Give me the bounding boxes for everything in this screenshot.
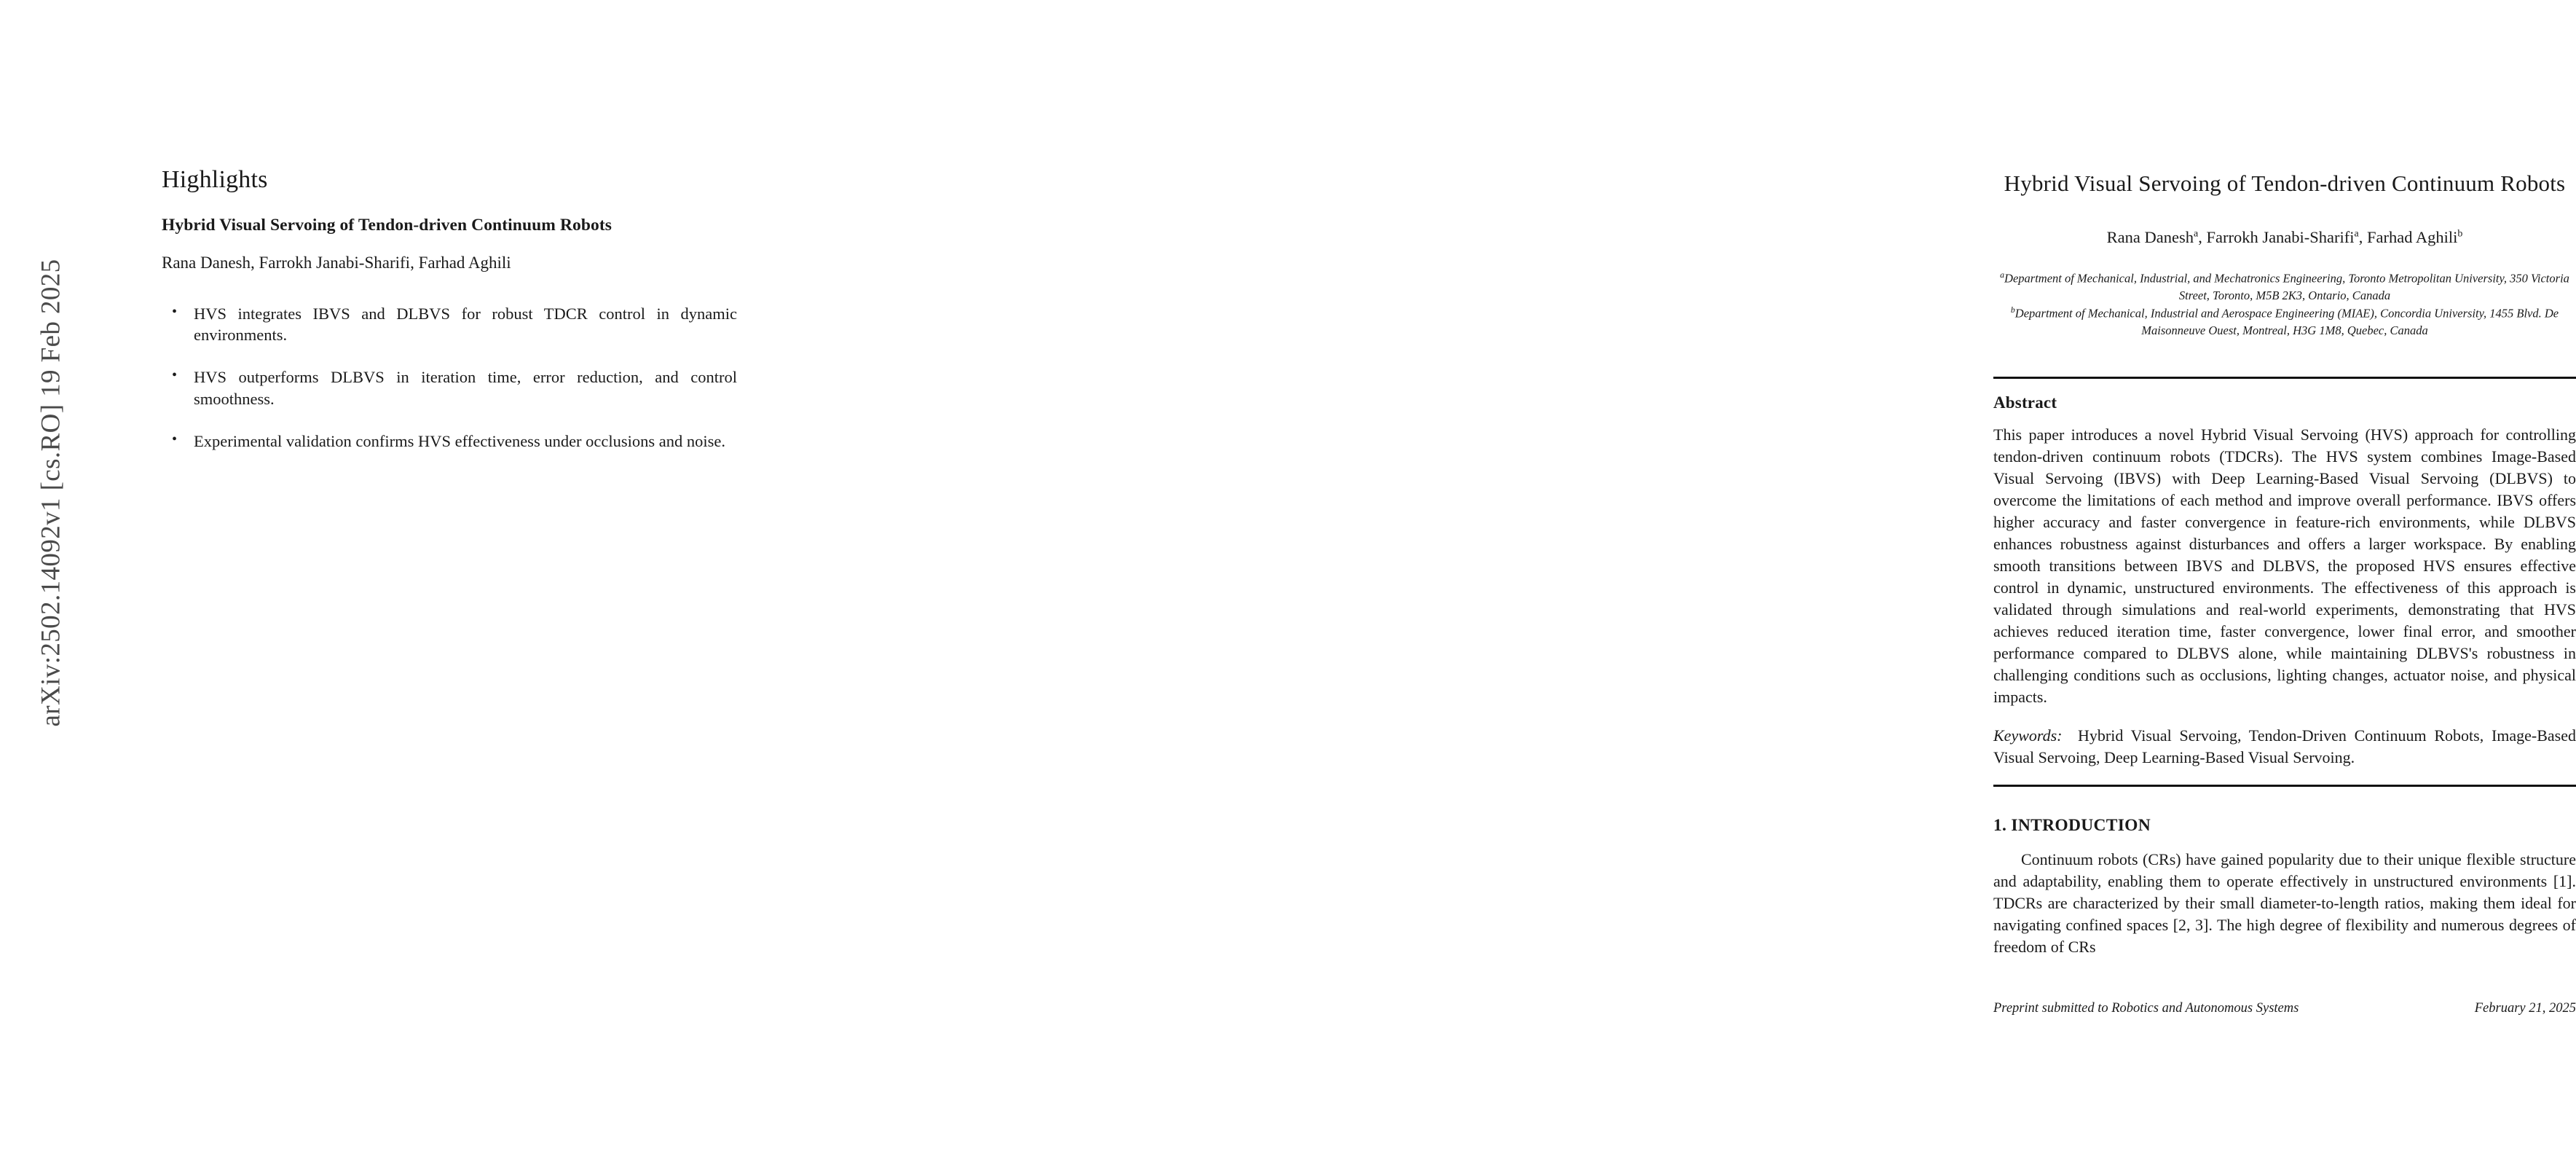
author-name: Farhad Aghili — [2366, 228, 2458, 247]
author-affiliation-mark: a — [2354, 228, 2359, 240]
introduction-paragraph: Continuum robots (CRs) have gained popularity due to their unique flexible structure and adaptability, enabling them to operate effectively in unstructured environments [1]. TDCRs are characterized by their small diameter-to-length ratios, making them ideal for navigating confined spaces [2, 3]. The high degree of flexibility and numerous degrees of freedom of CRs — [1993, 849, 2576, 956]
author-affiliation-mark: a — [2194, 228, 2199, 240]
author-separator: , — [2358, 228, 2367, 247]
keywords-label: Keywords: — [1993, 726, 2063, 745]
page-footer — [1993, 1001, 2576, 1016]
arxiv-identifier-text: arXiv:2502.14092v1 [cs.RO] 19 Feb 2025 — [36, 259, 66, 727]
list-item-label: HVS integrates IBVS and DLBVS for robust TDCR control in dynamic environments. — [194, 304, 737, 345]
abstract-top-divider — [1993, 377, 2576, 379]
author-name: Rana Danesh — [2106, 228, 2194, 247]
footer-date: February 21, 2025 — [2474, 1001, 2576, 1016]
keywords-block — [1993, 725, 2576, 769]
highlights-paper-title: Hybrid Visual Servoing of Tendon-driven Continuum Robots — [162, 216, 613, 235]
list-item-label: HVS outperforms DLBVS in iteration time, error reduction, and control smoothness. — [194, 368, 737, 409]
affiliation-mark: b — [2010, 304, 2015, 315]
affiliation-item — [1993, 304, 2576, 339]
abstract-text: This paper introduces a novel Hybrid Visual Servoing (HVS) approach for controlling tendon-driven continuum robots (TDCRs). The HVS system combines Image-Based Visual Servoing (IBVS) with Deep Learning-Based Visual Servoing (DLBVS) to overcome the limitations of each method and improve overall performance. IBVS offers higher accuracy and faster convergence in feature-rich environments, while DLBVS enhances robustness against disturbances and offers a larger workspace. By enabling smooth transitions between IBVS and DLBVS, the proposed HVS ensures effective control in dynamic, unstructured environments. The effectiveness of this approach is validated through simulations and real-world experiments, demonstrating that HVS achieves reduced iteration time, faster convergence, lower final error, and smoother performance compared to DLBVS alone, while maintaining DLBVS's robustness in challenging conditions such as occlusions, lighting changes, actuator noise, and physical impacts. — [1993, 425, 2576, 707]
highlights-page — [73, 0, 940, 1154]
highlights-bullet-list — [162, 303, 737, 453]
affiliation-item — [1993, 269, 2576, 304]
page-title: Hybrid Visual Servoing of Tendon-driven Continuum Robots — [2004, 170, 2566, 196]
affiliation-text: Department of Mechanical, Industrial and Aerospace Engineering (MIAE), Concordia University, 1455 Blvd. De Maisonneuve Ouest, Montreal, H3G 1M8, Quebec, Canada — [2014, 306, 2559, 337]
affiliation-mark: a — [2000, 269, 2005, 280]
list-item-label: Experimental validation confirms HVS effectiveness under occlusions and noise. — [194, 432, 726, 451]
author-affiliation-mark: b — [2457, 228, 2463, 240]
author-entry — [2107, 228, 2207, 246]
section-heading-introduction: 1. INTRODUCTION — [1993, 815, 2151, 835]
keywords-text: Hybrid Visual Servoing, Tendon-Driven Continuum Robots, Image-Based Visual Servoing, Deep Learning-Based Visual Servoing. — [1993, 726, 2576, 766]
author-entry — [2367, 228, 2462, 246]
highlights-content — [162, 166, 737, 473]
abstract-bottom-divider — [1993, 785, 2576, 787]
author-separator: , — [2198, 228, 2207, 247]
article-front-matter — [1993, 0, 2576, 958]
author-name: Farrokh Janabi-Sharifi — [2206, 228, 2355, 247]
list-item — [162, 366, 737, 410]
article-page — [940, 0, 2576, 1154]
list-item — [162, 303, 737, 347]
highlights-heading: Highlights — [162, 166, 268, 193]
affiliation-list — [1993, 269, 2576, 339]
footer-preprint-note: Preprint submitted to Robotics and Autonomous Systems — [1993, 1001, 2299, 1016]
bullet-icon: • — [172, 303, 178, 320]
affiliation-text: Department of Mechanical, Industrial, and Mechatronics Engineering, Toronto Metropolitan University, 350 Victoria Street, Toronto, M5B 2K3, Ontario, Canada — [2004, 271, 2569, 302]
list-item — [162, 431, 737, 452]
author-list — [1993, 227, 2576, 248]
author-entry — [2206, 228, 2367, 246]
abstract-heading: Abstract — [1993, 393, 2057, 412]
bullet-icon: • — [172, 367, 178, 384]
highlights-authors: Rana Danesh, Farrokh Janabi-Sharifi, Farhad Aghili — [162, 253, 511, 272]
bullet-icon: • — [172, 431, 178, 448]
